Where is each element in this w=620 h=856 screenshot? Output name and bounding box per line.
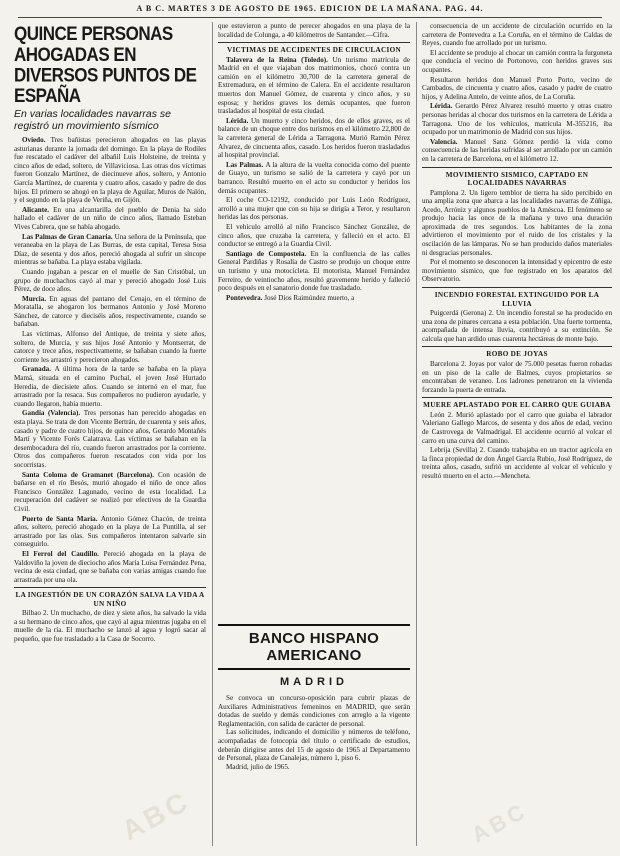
ad-body [218,694,410,771]
section-rule [422,397,612,398]
column-1-articles [14,136,206,584]
dateline: Lérida. [430,102,456,111]
paragraph-text: Manuel Sanz Gómez perdió la vida como consecuencia de las heridas sufridas al ser arrollado por un camión en la carretera de Barcelona, en el kilómetro 12. [422,137,612,163]
section-heading: MUERE APLASTADO POR EL CARRO QUE GUIABA [423,401,611,410]
article-paragraph: Barcelona 2. Joyas por valor de 75.000 pesetas fueron robadas en un piso de la calle de Balmes, cuyos propietarios se encontraban de veraneo. Los ladrones penetraron en la vivienda forzando la puerta de entrada. [422,359,612,394]
article-paragraph: Por el momento se desconocen la intensidad y epicentro de este movimiento sísmico, que fue registrado en los aparatos del Observatorio. [422,258,612,284]
column-divider [416,22,417,846]
article-paragraph: que estuvieron a punto de perecer ahogados en una playa de la localidad de Colunga, a 40 kilómetros de Santander.—Cifra. [218,22,410,39]
paragraph-text: A la altura de la vuelta conocida como del puente de Guayo, un turismo se salió de la carretera y cayó por un barranco. Resultó muerto en el acto su conductor y heridos los demás ocupantes. [218,160,410,195]
article-paragraph [218,294,410,303]
article-paragraph [14,409,206,469]
article-paragraph [422,22,612,48]
column-3-articles [422,22,612,164]
paragraph-text: El vehículo arrolló al niño Francisco Sánchez González, de cinco años, que cruzaba la carretera, y falleció en el acto. El conductor se entregó a la Guardia Civil. [218,222,410,249]
paragraph-text: Resultaron heridos don Manuel Porto Porto, vecino de Cambados, de cincuenta y cuatro años, casado y padre de cuatro hijos, y Adelina Antelo, de veinte años, de La Coruña. [422,75,612,101]
article-paragraph [14,136,206,205]
paragraph-text: Gerardo Pérez Alvarez resultó muerto y otras cuatro personas heridas al chocar dos turismos en la carretera de Lérida a Tarragona. Uno de los vehículos, matrícula M-355216, iba ocupado por un matrimonio de Madrid con sus hijos. [422,102,612,137]
article-paragraph [14,295,206,329]
paragraph-text: consecuencia de un accidente de circulación ocurrido en la carretera de Pontevedra a La Coruña, en el término de Caldas de Reyes, cuando fue arrollado por un turismo. [422,22,612,48]
dateline: Santiago de Compostela. [226,249,311,258]
article-paragraph [14,206,206,232]
article-paragraph: Pamplona 2. Un ligero temblor de tierra ha sido percibido en una amplia zona que abarca a las localidades navarras de Zúñiga, Acedo, Arróniz y algunos pueblos de la Améscoa. El fenómeno se produjo hacia las once de la mañana y tuvo una duración aproximada de tres segundos. Los habitantes de la zona advirtieron el movimiento por el ruido de los cristales y la oscilación de las lámparas. No se han producido daños materiales ni desgracias personales. [422,188,612,257]
article-paragraph [14,365,206,408]
section-rule [218,42,410,43]
dateline: Murcia. [22,294,50,303]
dateline: Pontevedra. [226,293,265,302]
main-headline: QUINCE PERSONAS AHOGADAS EN DIVERSOS PUNTOS DE ESPAÑA [14,22,197,107]
column-2-articles [218,56,410,303]
dateline: Granada. [22,365,55,374]
section-heading: LA INGESTIÓN DE UN CORAZÓN SALVA LA VIDA A UN NIÑO [15,591,205,608]
article-paragraph [218,56,410,116]
article-paragraph [14,233,206,267]
dateline: Lérida. [226,116,252,125]
column-2 [218,22,410,620]
ad-paragraph: Madrid, julio de 1965. [226,762,290,771]
paragraph-text: Un muerto y cinco heridos, dos de ellos graves, es el balance de un choque entre dos turismos en el kilómetro 22,800 de la carretera general de Lérida a Tarragona. Murió Ramón Pérez Alvarez, de cincuenta años, casado. Los heridos fueron trasladados al hospital provincial. [218,116,410,160]
dateline: Puerto de Santa María. [22,514,101,523]
article-paragraph [422,138,612,164]
dateline: Las Palmas. [226,160,266,169]
article-paragraph [14,268,206,294]
paragraph-text: Tres bañistas perecieron ahogados en las playas asturianas durante la jornada del domingo. En la playa de Rodiles fue rescatado el cadáver del albañil Luis Holsteine, de treinta y cinco años de edad, soltero, de Villaviciosa. Las otras dos víctimas fueron Gonzalo Martínez, de diecinueve años, soltero, y Antonio García Martínez, de cuarenta y cuatro años, casado y padre de dos hijos. El primero se ahogó en la playa de Aguilar, Muros de Nalón, y el segundo en la playa de Veriña, en Gijón. [14,136,206,205]
dateline: Valencia. [430,137,465,146]
section-heading: MOVIMIENTO SISMICO, CAPTADO EN LOCALIDADES NAVARRAS [445,170,589,187]
paragraph-text: José Dios Raimúndez muerto, a [264,293,355,302]
article-paragraph [14,515,206,549]
dateline: Gandía (Valencia). [22,409,84,418]
paragraph-text: En aguas del pantano del Cenajo, en el término de Moratalla, se ahogaron los hermanos Antonio y José Moreno Sánchez, de catorce y dieciséis años, respectivamente, cuando se bañaban. [14,294,206,329]
article-paragraph [14,550,206,584]
section-rule [422,346,612,347]
article-paragraph: Lebrija (Sevilla) 2. Cuando trabajaba en un tractor agrícola en la finca propiedad de don Ángel García Rubio, José Rodríguez, de treinta años, casado, sufrió un accidente al volcar el vehículo y resultó muerto en el acto.—Mencheta. [422,446,612,480]
paragraph-text: A última hora de la tarde se bañaba en la playa Mamá, situada en el camino Puchal, el joven José Hurtado Heredia, de diecisiete años. Cuando se internó en el mar, fue arrastrado por la resaca. Sus compañeros no pudieron ayudarle, y cuando llegaron, había muerto. [14,365,206,408]
paragraph-text: En la confluencia de las calles General Pardiñas y Rosalía de Castro se produjo un choque entre un turismo y una motocicleta. El motorista, Manuel Fernández Ferreiro, de veintiocho años, resultó gravemente herido y falleció poco después en el sanatorio donde fue trasladado. [218,249,410,293]
dateline: Oviedo. [22,136,51,144]
paragraph-text: Una señora de la Península, que veraneaba en la playa de Las Burras, de esta capital, Teresa Sosa Díaz, de sesenta y dos años, pereció ahogada al sufrir un síncope mientras se bañaba. La playa estaba vigilada. [14,232,206,267]
section-rule [422,287,612,288]
paragraph-text: Antonio Gómez Chacón, de treinta años, soltero, pereció ahogado en la playa de La Puntilla, al ser arrastrado por las olas. Sus compañeros intentaron salvarle sin conseguirlo. [14,514,206,549]
article-paragraph [14,471,206,514]
ad-paragraph: Las solicitudes, indicando el domicilio y números de teléfono, acompañadas de fotocopia del título o certificado de estudios, deberán dirigirse antes del 15 de agosto de 1965 al Departamento de Personal, plaza de Canalejas, número 1, piso 6. [218,728,410,763]
article-paragraph [422,49,612,75]
article-paragraph [422,102,612,136]
article-paragraph [218,223,410,249]
ad-paragraph: Se convoca un concurso-oposición para cubrir plazas de Auxiliares Administrativos femeninos en MADRID, que serán dotadas de sueldo y demás condiciones con arreglo a la vigente Reglamentación, con salida de carácter de personal. [218,694,410,728]
article-paragraph [422,76,612,102]
masthead: A B C. MARTES 3 DE AGOSTO DE 1965. EDICION DE LA MAÑANA. PAG. 44. [136,4,484,13]
article-paragraph [218,250,410,293]
article-paragraph: Bilbao 2. Un muchacho, de diez y siete años, ha salvado la vida a su hermano de cinco años, que cayó al agua mientras jugaba en el muelle de la ría. El muchacho se lanzó al agua y logró sacar al pequeño, que fue trasladado a la Casa de Socorro. [14,609,206,644]
column-1 [14,22,206,848]
watermark: ABC [467,797,532,848]
dateline: Santa Coloma de Gramanet (Barcelona). [22,470,158,479]
paragraph-text: Las víctimas, Alfonso del Antique, de treinta y siete años, soltero, de Murcia, y sus hijos José Antonio y Montserrat, de catorce y trece años, respectivamente, se bañaban cuando la fuerte corriente les arrastró y perecieron ahogados. [14,330,206,364]
watermark: ABC [116,784,196,847]
paragraph-text: Con ocasión de bañarse en el río Besós, murió ahogado el niño de once años Francisco González Lagunado, vecino de esta localidad. La recuperación del cadáver se realizó por efectivos de la Guardia Civil. [14,470,206,513]
ad-title: BANCO HISPANO AMERICANO [218,624,410,670]
main-subhead: En varias localidades navarras se registró un movimiento sísmico [14,108,171,132]
section-heading: ROBO DE JOYAS [486,350,548,359]
ad-city: MADRID [280,676,348,688]
article-paragraph [218,117,410,160]
article-paragraph: Puigcerdá (Gerona) 2. Un incendio forestal se ha producido en una zona de pinares cercana a esta población. Una fuerte tormenta, acompañada de intensa lluvia, contribuyó a su extinción. Se calcula que han ardido unas cuarenta hectáreas de monte bajo. [422,309,612,343]
paragraph-text: El accidente se produjo al chocar un camión contra la furgoneta que conducía el vecino de Portonovo, con heridos graves sus ocupantes. [422,48,612,74]
article-paragraph [14,330,206,364]
paragraph-text: Cuando jugaban a pescar en el muelle de San Cristóbal, un grupo de muchachos cayó al mar y pereció ahogado José Luis Pérez, de doce años. [14,267,206,294]
article-paragraph: León 2. Murió aplastado por el carro que guiaba el labrador Valeriano Gallego Marcos, de sesenta y dos años de edad, vecino de Castrovega de Valmadrigal. El accidente ocurrió al volcar el carro en una curva del camino. [422,410,612,445]
dateline: Las Palmas de Gran Canaria. [22,232,115,241]
section-heading: INCENDIO FORESTAL EXTINGUIDO POR LA LLUVIA [434,291,600,308]
paragraph-text: En una alcantarilla del pueblo de Denia ha sido hallado el cadáver de un niño de cinco años, llamado Esteban Vives Cabrera, que se había ahogado. [14,205,206,231]
paragraph-text: El coche CO-12192, conducido por Luis León Rodríguez, arrolló a una mujer que con su hija se dirigía a Teror, y resultaron heridas las dos personas. [218,196,410,222]
paragraph-text: Un turismo matrícula de Madrid en el que viajaban dos matrimonios, chocó contra un camión en el kilómetro 30,700 de la carretera general de Extremadura, en el término de Calera. En el accidente resultaron muertos don Manuel Gómez, de cuarenta y cinco años, y su esposa; y heridos graves los demás ocupantes, que fueron trasladados al hospital de esta ciudad. [218,55,410,116]
column-3 [422,22,612,848]
section-rule [422,167,612,168]
dateline: El Ferrol del Caudillo. [22,549,104,558]
paragraph-text: Tres personas han perecido ahogadas en esta playa. Se trata de don Vicente Bertrán, de cuarenta y seis años, casado y padre de cuatro hijos, de quince años, Gerardo Montañés Martí y Vicente Forés Calatrava. Las víctimas se bañaban en la desembocadura del río, cuando fueron arrastrados por la corriente. Otros dos compañeros fueron rescatados con vida por los socorristas. [14,409,206,469]
paragraph-text: Pereció ahogada en la playa de Valdoviño la joven de dieciocho años María Luisa Fernández Pena, vecina de esta ciudad, que se bañaba con varias amigas cuando fue arrastrada por una ola. [14,549,206,584]
bank-advertisement [218,624,410,848]
masthead-rule [18,17,602,18]
article-paragraph [218,161,410,195]
dateline: Talavera de la Reina (Toledo). [226,55,333,64]
column-divider [212,22,213,846]
section-rule [14,587,206,588]
article-paragraph [218,196,410,222]
dateline: Alicante. [22,205,54,214]
section-heading: VICTIMAS DE ACCIDENTES DE CIRCULACION [226,46,402,55]
